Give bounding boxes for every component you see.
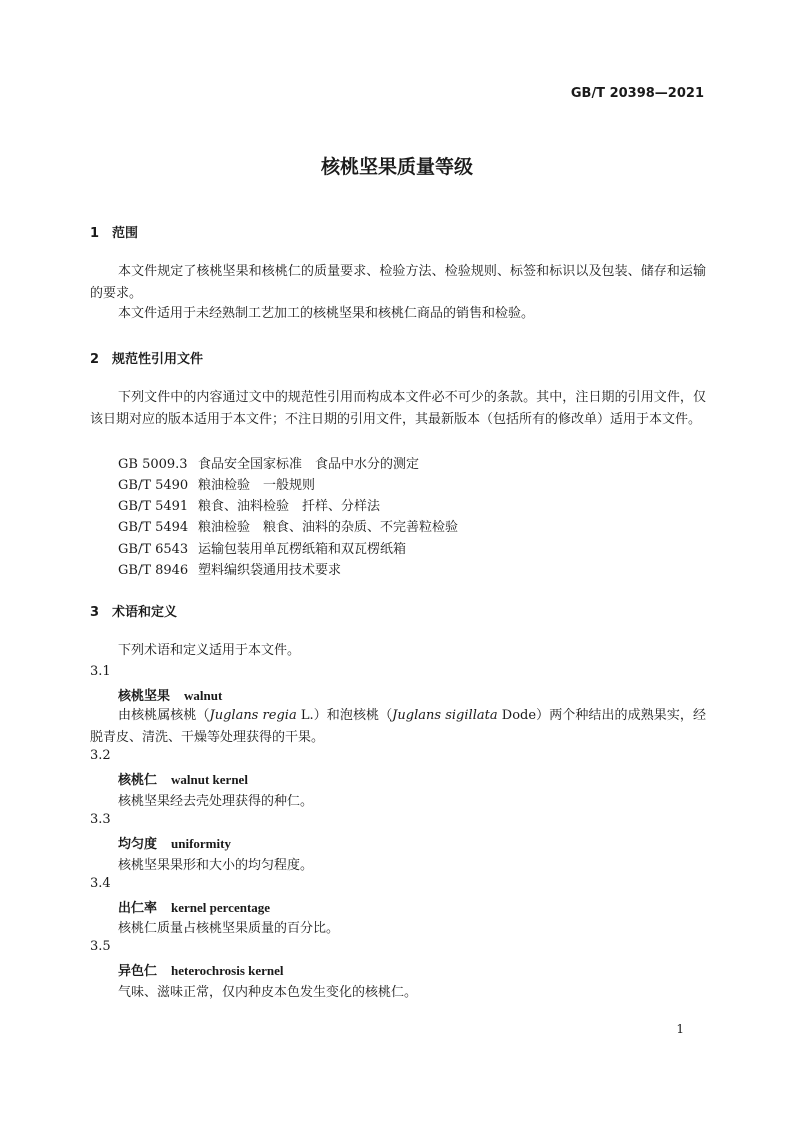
reference-code: GB/T 5494 [118,520,189,535]
section-heading-terms-definitions [90,601,177,620]
reference-item [118,474,315,493]
term-en: uniformity [171,836,231,851]
term-heading [118,897,270,916]
term-en: kernel percentage [171,900,271,915]
section-title: 规范性引用文件 [112,352,204,367]
page-number: 1 [676,1022,684,1036]
scientific-name: Juglans sigillata [392,708,498,723]
term-zh: 均匀度 [118,837,158,852]
definition-text: Dode）两个种结出的成熟果实，经脱青皮、清洗、干燥等处理获得的干果。 [90,708,706,745]
reference-title: 粮食、油料检验 扦样、分样法 [198,499,381,514]
term-definition: 核桃坚果果形和大小的均匀程度。 [118,858,314,873]
terms-intro: 下列术语和定义适用于本文件。 [118,643,301,658]
clause-number: 3.5 [90,939,111,954]
document-title: 核桃坚果质量等级 [320,156,473,178]
term-zh: 核桃仁 [118,773,158,788]
term-zh: 异色仁 [118,964,158,979]
term-heading [118,685,222,704]
term-en: heterochrosis kernel [171,963,284,978]
clause-number: 3.1 [90,664,111,679]
reference-title: 粮油检验 粮食、油料的杂质、不完善粒检验 [198,520,459,535]
term-en: walnut kernel [171,772,248,787]
reference-title: 运输包装用单瓦楞纸箱和双瓦楞纸箱 [198,542,407,557]
term-heading [118,769,248,788]
reference-title: 塑料编织袋通用技术要求 [198,563,342,578]
reference-code: GB/T 8946 [118,563,189,578]
definition-text: L.）和泡核桃（ [296,708,393,723]
term-zh: 出仁率 [118,901,158,916]
scientific-name: Juglans regia [209,708,297,723]
term-definition: 气味、滋味正常，仅内种皮本色发生变化的核桃仁。 [118,985,418,1000]
section-title: 术语和定义 [112,605,178,620]
reference-title: 粮油检验 一般规则 [198,478,316,493]
reference-item [118,538,406,557]
reference-code: GB/T 5490 [118,478,189,493]
reference-item [118,453,419,472]
reference-code: GB/T 5491 [118,499,189,514]
term-zh: 核桃坚果 [118,689,171,704]
reference-title: 食品安全国家标准 食品中水分的测定 [198,457,420,472]
scope-paragraph-1: 本文件规定了核桃坚果和核桃仁的质量要求、检验方法、检验规则、标签和标识以及包装、储存和运输的要求。 [90,264,706,301]
reference-code: GB 5009.3 [118,457,188,472]
section-number: 2 [90,352,100,367]
term-definition: 核桃坚果经去壳处理获得的种仁。 [118,794,314,809]
term-heading [118,833,231,852]
clause-number: 3.4 [90,876,111,891]
references-intro: 下列文件中的内容通过文中的规范性引用而构成本文件必不可少的条款。其中，注日期的引用文件，仅该日期对应的版本适用于本文件；不注日期的引用文件，其最新版本（包括所有的修改单）适用于本文件。 [90,390,706,427]
term-heading [118,960,284,979]
term-en: walnut [184,688,223,703]
reference-item [118,495,380,514]
section-number: 3 [90,605,100,620]
term-definition: 核桃仁质量占核桃坚果质量的百分比。 [118,921,340,936]
reference-code: GB/T 6543 [118,542,189,557]
term-definition [90,705,706,748]
reference-item [118,516,458,535]
section-heading-scope [90,222,138,241]
section-number: 1 [90,226,100,241]
clause-number: 3.3 [90,812,111,827]
definition-text: 由核桃属核桃（ [118,708,210,723]
reference-item [118,559,341,578]
scope-paragraph-2: 本文件适用于未经熟制工艺加工的核桃坚果和核桃仁商品的销售和检验。 [118,306,535,321]
section-title: 范围 [112,226,139,241]
clause-number: 3.2 [90,748,111,763]
section-heading-normative-references [90,348,203,367]
document-code: GB/T 20398—2021 [570,86,704,101]
